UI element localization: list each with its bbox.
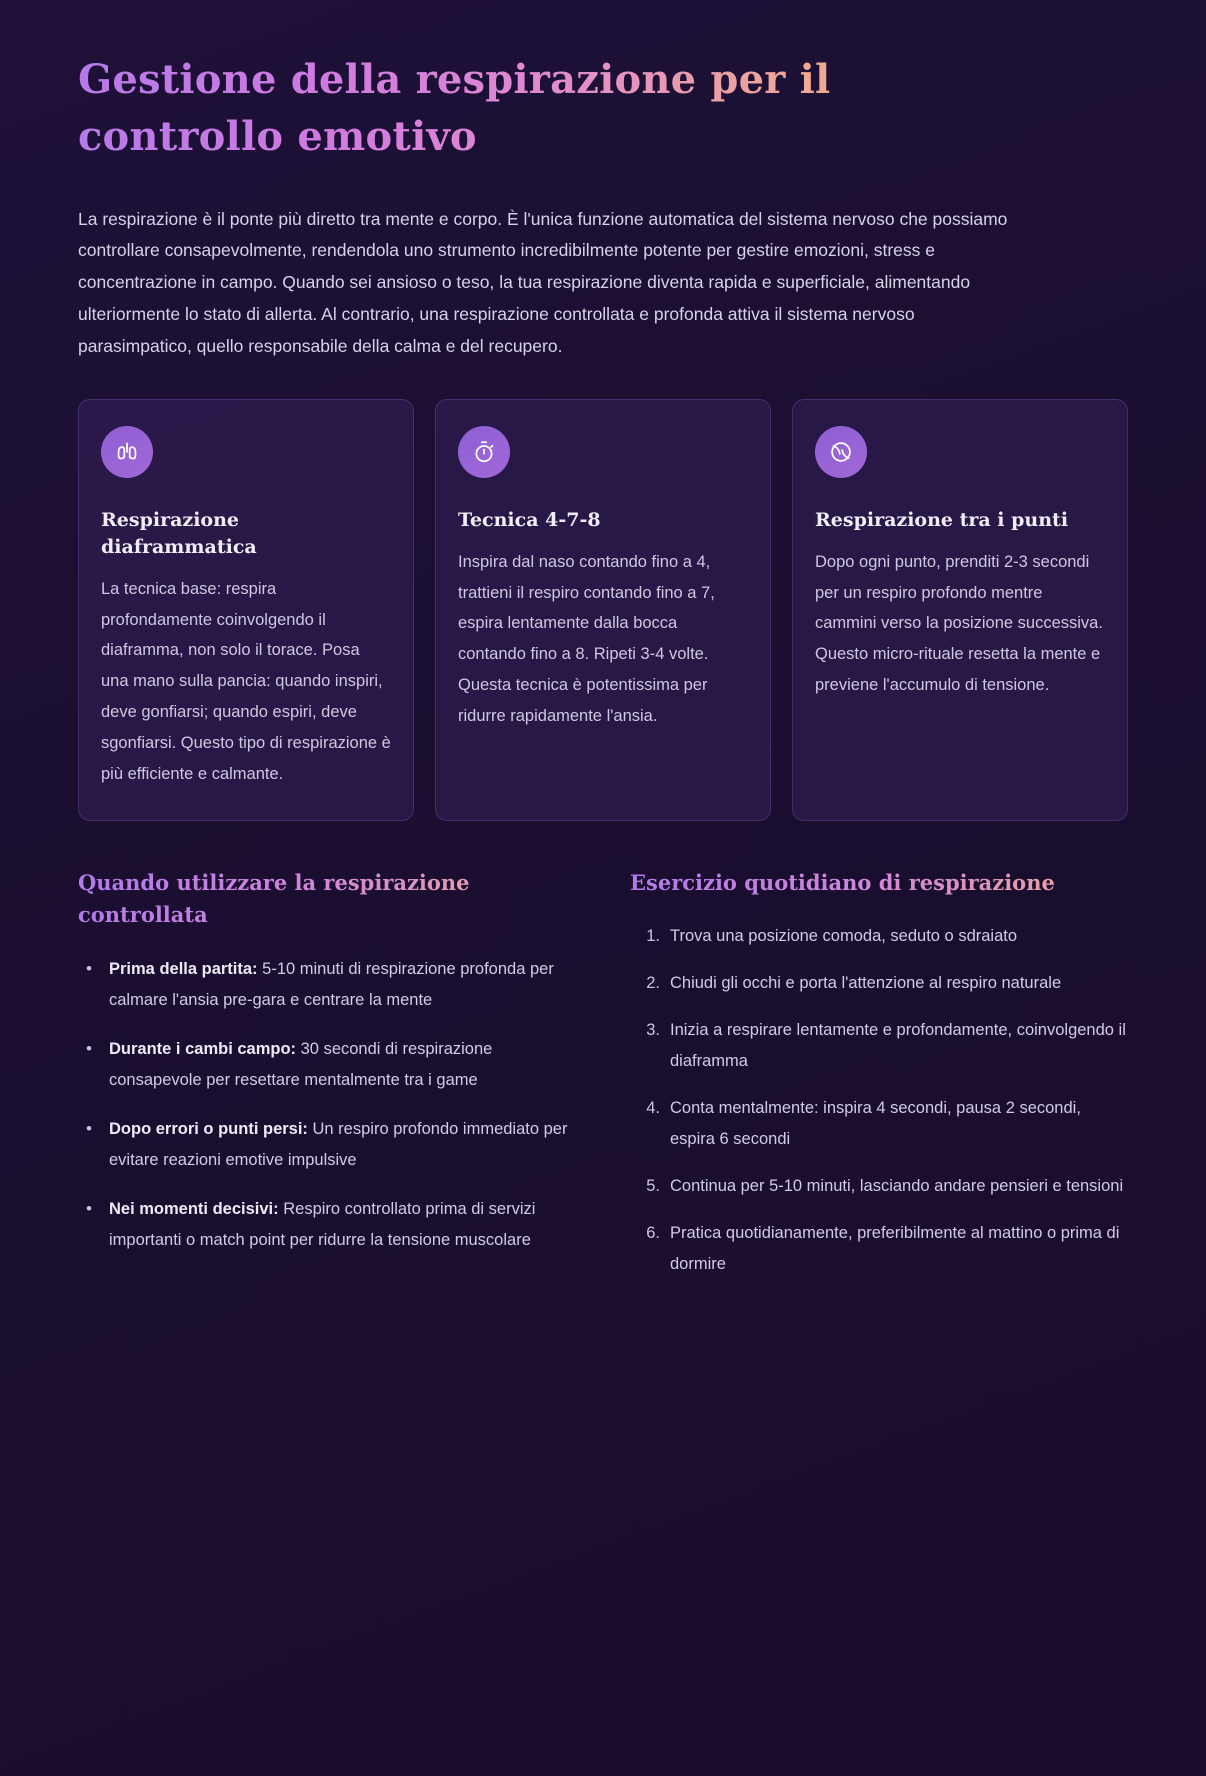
list-item-text: Un respiro profondo immediato per evitare reazioni emotive impulsive	[109, 1119, 568, 1169]
intro-paragraph: La respirazione è il ponte più diretto tra mente e corpo. È l'unica funzione automatica del sistema nervoso che possiamo controllare consapevolmente, rendendola uno strumento incredibilmente potente per gestire emozioni, stress e concentrazione in campo. Quando sei ansioso o teso, la tua respirazione diventa rapida e superficiale, alimentando ulteriormente lo stato di allerta. Al contrario, una respirazione controllata e profonda attiva il sistema nervoso parasimpatico, quello responsabile della calma e del recupero.	[78, 208, 1008, 356]
daily-exercise-column	[630, 867, 1128, 1297]
list-item	[78, 1114, 576, 1176]
technique-card	[435, 399, 771, 821]
card-body: Dopo ogni punto, prenditi 2-3 secondi per un respiro profondo mentre cammini verso la posizione successiva. Questo micro-rituale resetta la mente e previene l'accumulo di tensione.	[815, 552, 1103, 695]
card-title: Respirazione tra i punti	[815, 508, 1069, 531]
when-to-use-list	[78, 954, 576, 1256]
list-item-text: Respiro controllato prima di servizi importanti o match point per ridurre la tensione muscolare	[109, 1199, 536, 1249]
list-item-lead: Nei momenti decisivi:	[109, 1199, 279, 1218]
list-item-text: 30 secondi di respirazione consapevole per resettare mentalmente tra i game	[109, 1039, 493, 1089]
list-item	[78, 954, 576, 1016]
technique-card	[78, 399, 414, 821]
daily-exercise-list	[630, 921, 1128, 1280]
tennis-ball-icon	[815, 426, 867, 478]
technique-card	[792, 399, 1128, 821]
card-body: Inspira dal naso contando fino a 4, trattieni il respiro contando fino a 7, espira lentamente dalla bocca contando fino a 8. Ripeti 3-4 volte. Questa tecnica è potentissima per ridurre rapidamente l'ansia.	[458, 552, 715, 725]
list-item: Pratica quotidianamente, preferibilmente al mattino o prima di dormire	[670, 1224, 1120, 1274]
card-body: La tecnica base: respira profondamente coinvolgendo il diaframma, non solo il torace. Posa una mano sulla pancia: quando inspiri, deve gonfiarsi; quando espiri, deve sgonfiarsi. Questo tipo di respirazione è più efficiente e calmante.	[101, 579, 391, 783]
section-title: Esercizio quotidiano di respirazione	[630, 867, 1128, 900]
when-to-use-column	[78, 867, 576, 1274]
list-item	[78, 1194, 576, 1256]
list-item-text: 5-10 minuti di respirazione profonda per calmare l'ansia pre-gara e centrare la mente	[109, 959, 554, 1009]
list-item-lead: Durante i cambi campo:	[109, 1039, 297, 1058]
list-item: Chiudi gli occhi e porta l'attenzione al respiro naturale	[670, 974, 1062, 993]
list-item: Trova una posizione comoda, seduto o sdraiato	[670, 927, 1018, 946]
list-item: Conta mentalmente: inspira 4 secondi, pausa 2 secondi, espira 6 secondi	[670, 1099, 1081, 1149]
list-item: Continua per 5-10 minuti, lasciando andare pensieri e tensioni	[670, 1177, 1124, 1196]
bottom-columns	[78, 867, 1128, 1297]
page-title: Gestione della respirazione per il controllo emotivo	[78, 52, 918, 166]
card-title: Respirazione diaframmatica	[101, 508, 257, 558]
section-title: Quando utilizzare la respirazione controllata	[78, 867, 576, 932]
list-item-lead: Dopo errori o punti persi:	[109, 1119, 308, 1138]
list-item: Inizia a respirare lentamente e profondamente, coinvolgendo il diaframma	[670, 1021, 1126, 1071]
technique-cards	[78, 399, 1128, 821]
lungs-icon	[101, 426, 153, 478]
list-item	[78, 1034, 576, 1096]
stopwatch-icon	[458, 426, 510, 478]
card-title: Tecnica 4-7-8	[458, 508, 601, 531]
list-item-lead: Prima della partita:	[109, 959, 258, 978]
